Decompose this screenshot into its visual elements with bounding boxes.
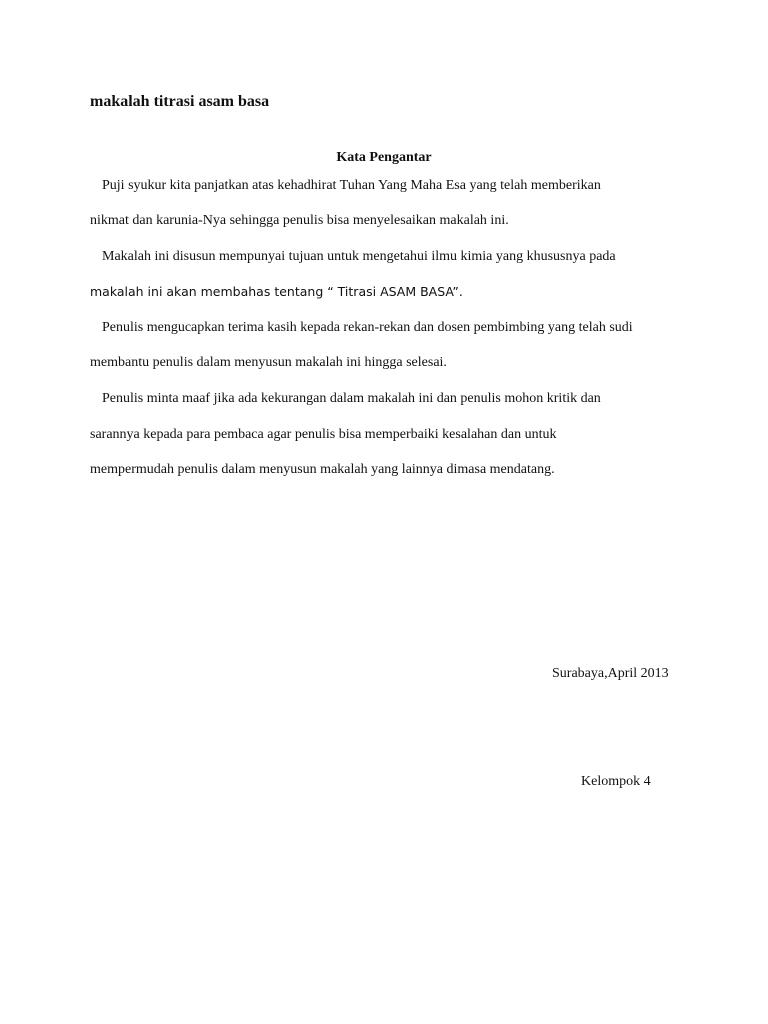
paragraph-line: sarannya kepada para pembaca agar penulis bisa memperbaiki kesalahan dan untuk — [90, 427, 557, 442]
author-group: Kelompok 4 — [581, 774, 651, 789]
paragraph-line: nikmat dan karunia-Nya sehingga penulis bisa menyelesaikan makalah ini. — [90, 213, 509, 228]
paragraph-line: Penulis mengucapkan terima kasih kepada rekan-rekan dan dosen pembimbing yang telah sudi — [102, 320, 633, 335]
paragraph-line: Makalah ini disusun mempunyai tujuan untuk mengetahui ilmu kimia yang khususnya pada — [102, 249, 616, 264]
section-heading: Kata Pengantar — [336, 150, 432, 165]
paragraph-line: makalah ini akan membahas tentang “ Titrasi ASAM BASA”. — [90, 284, 463, 299]
paragraph-line: mempermudah penulis dalam menyusun makalah yang lainnya dimasa mendatang. — [90, 462, 555, 477]
paragraph-line: membantu penulis dalam menyusun makalah ini hingga selesai. — [90, 355, 447, 370]
paragraph-line: Puji syukur kita panjatkan atas kehadhirat Tuhan Yang Maha Esa yang telah memberikan — [102, 178, 601, 193]
document-title: makalah titrasi asam basa — [90, 93, 270, 110]
paragraph-line: Penulis minta maaf jika ada kekurangan dalam makalah ini dan penulis mohon kritik dan — [102, 391, 601, 406]
place-date: Surabaya,April 2013 — [552, 666, 669, 681]
